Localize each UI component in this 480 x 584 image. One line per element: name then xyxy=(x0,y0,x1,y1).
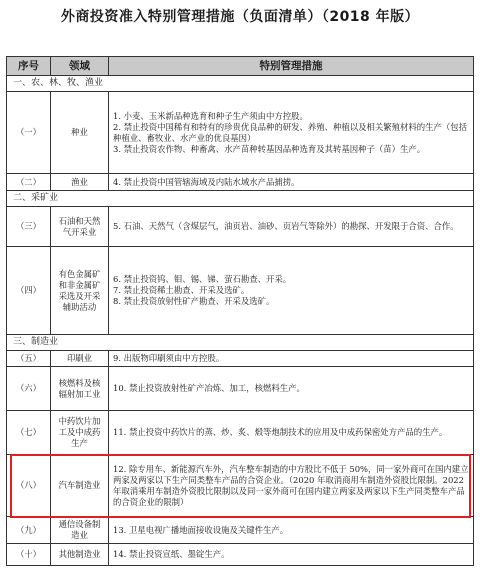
row-no: （四） xyxy=(7,247,51,335)
table-header-row xyxy=(7,57,474,76)
measure-line: 3. 禁止投资农作物、种畜禽、水产苗种转基因品种选育及其转基因种子（苗）生产。 xyxy=(113,143,426,154)
table-row xyxy=(7,174,474,191)
table-row xyxy=(7,411,474,455)
measure-line: 13. 卫星电视广播地面接收设施及关键件生产。 xyxy=(113,524,289,535)
row-no: （九） xyxy=(7,517,51,544)
row-field: 石油和天然气开采业 xyxy=(51,207,109,247)
header-measures: 特别管理措施 xyxy=(109,57,474,76)
measure-line: 14. 禁止投资宣纸、墨锭生产。 xyxy=(113,549,230,559)
measure-line: 6. 禁止投资钨、钼、锡、锑、萤石勘查、开采。 xyxy=(113,274,292,284)
measure-line: 10. 禁止投资放射性矿产冶炼、加工，核燃料生产。 xyxy=(113,383,305,393)
table-row xyxy=(7,367,474,411)
table-row xyxy=(7,517,474,544)
table-row xyxy=(7,351,474,367)
section-heading-row xyxy=(7,335,474,351)
header-field: 领域 xyxy=(51,57,109,76)
measure-line: 9. 出版物印刷须由中方控股。 xyxy=(113,353,225,363)
section-heading-row xyxy=(7,191,474,207)
measure-line: 2. 禁止投资中国稀有和特有的珍贵优良品种的研发、养殖、种植以及相关繁殖材料的生产（包括种植业、畜牧业、水产业的优良基因） xyxy=(113,121,468,143)
measure-line: 7. 禁止投资稀土勘查、开采及选矿。 xyxy=(113,285,250,295)
row-measures xyxy=(109,367,474,411)
negative-list-table xyxy=(6,56,474,566)
row-field: 汽车制造业 xyxy=(51,455,109,517)
row-measures xyxy=(109,174,474,191)
row-no: （七） xyxy=(7,411,51,455)
row-measures xyxy=(109,92,474,174)
row-no: （八） xyxy=(7,455,51,517)
row-no: （六） xyxy=(7,367,51,411)
table-row xyxy=(7,544,474,566)
row-field: 种业 xyxy=(51,92,109,174)
measure-line: 4. 禁止投资中国管辖海域及内陆水域水产品捕捞。 xyxy=(113,176,300,187)
row-no: （二） xyxy=(7,174,51,191)
table-row xyxy=(7,207,474,247)
header-no: 序号 xyxy=(7,57,51,76)
row-field: 核燃料及核辐射加工业 xyxy=(51,367,109,411)
row-measures xyxy=(109,247,474,335)
measure-line: 12. 除专用车、新能源汽车外，汽车整车制造的中方股比不低于 50%，同一家外商可在国内建立两家及两家以下生产同类整车产品的合资企业。（2020 年取消商用车制造外资股比限制。2022 年取消乘用车制造外资股比限制以及同一家外商可在国内建立两家及两家以下生产同类整车产品的合资企业的限制） xyxy=(113,463,469,507)
row-field: 有色金属矿和非金属矿采选及开采辅助活动 xyxy=(51,247,109,335)
row-measures xyxy=(109,411,474,455)
row-field: 中药饮片加工及中成药生产 xyxy=(51,411,109,455)
section-heading: 二、采矿业 xyxy=(7,191,474,207)
row-measures xyxy=(109,207,474,247)
table-row xyxy=(7,92,474,174)
row-measures xyxy=(109,455,474,517)
measure-line: 8. 禁止投资放射性矿产勘查、开采及选矿。 xyxy=(113,296,275,306)
page-title: 外商投资准入特别管理措施（负面清单）（2018 年版） xyxy=(60,9,420,25)
row-field: 印刷业 xyxy=(51,351,109,367)
row-no: （三） xyxy=(7,207,51,247)
row-measures xyxy=(109,351,474,367)
table-row xyxy=(7,247,474,335)
section-heading: 一、农、林、牧、渔业 xyxy=(7,76,474,92)
table-row xyxy=(7,455,474,517)
row-field: 其他制造业 xyxy=(51,544,109,566)
section-heading: 三、制造业 xyxy=(7,335,474,351)
row-no: （十） xyxy=(7,544,51,566)
measure-line: 11. 禁止投资中药饮片的蒸、炒、炙、煅等炮制技术的应用及中成药保密处方产品的生产。 xyxy=(113,427,448,437)
row-measures xyxy=(109,517,474,544)
row-no: （五） xyxy=(7,351,51,367)
measure-line: 1. 小麦、玉米新品种选育和种子生产须由中方控股。 xyxy=(113,110,308,121)
row-no: （一） xyxy=(7,92,51,174)
section-heading-row xyxy=(7,76,474,92)
row-measures xyxy=(109,544,474,566)
measure-line: 5. 石油、天然气（含煤层气，油页岩、油砂、页岩气等除外）的勘探、开发限于合资、合作。 xyxy=(113,221,459,231)
row-field: 渔业 xyxy=(51,174,109,191)
row-field: 通信设备制造业 xyxy=(51,517,109,544)
